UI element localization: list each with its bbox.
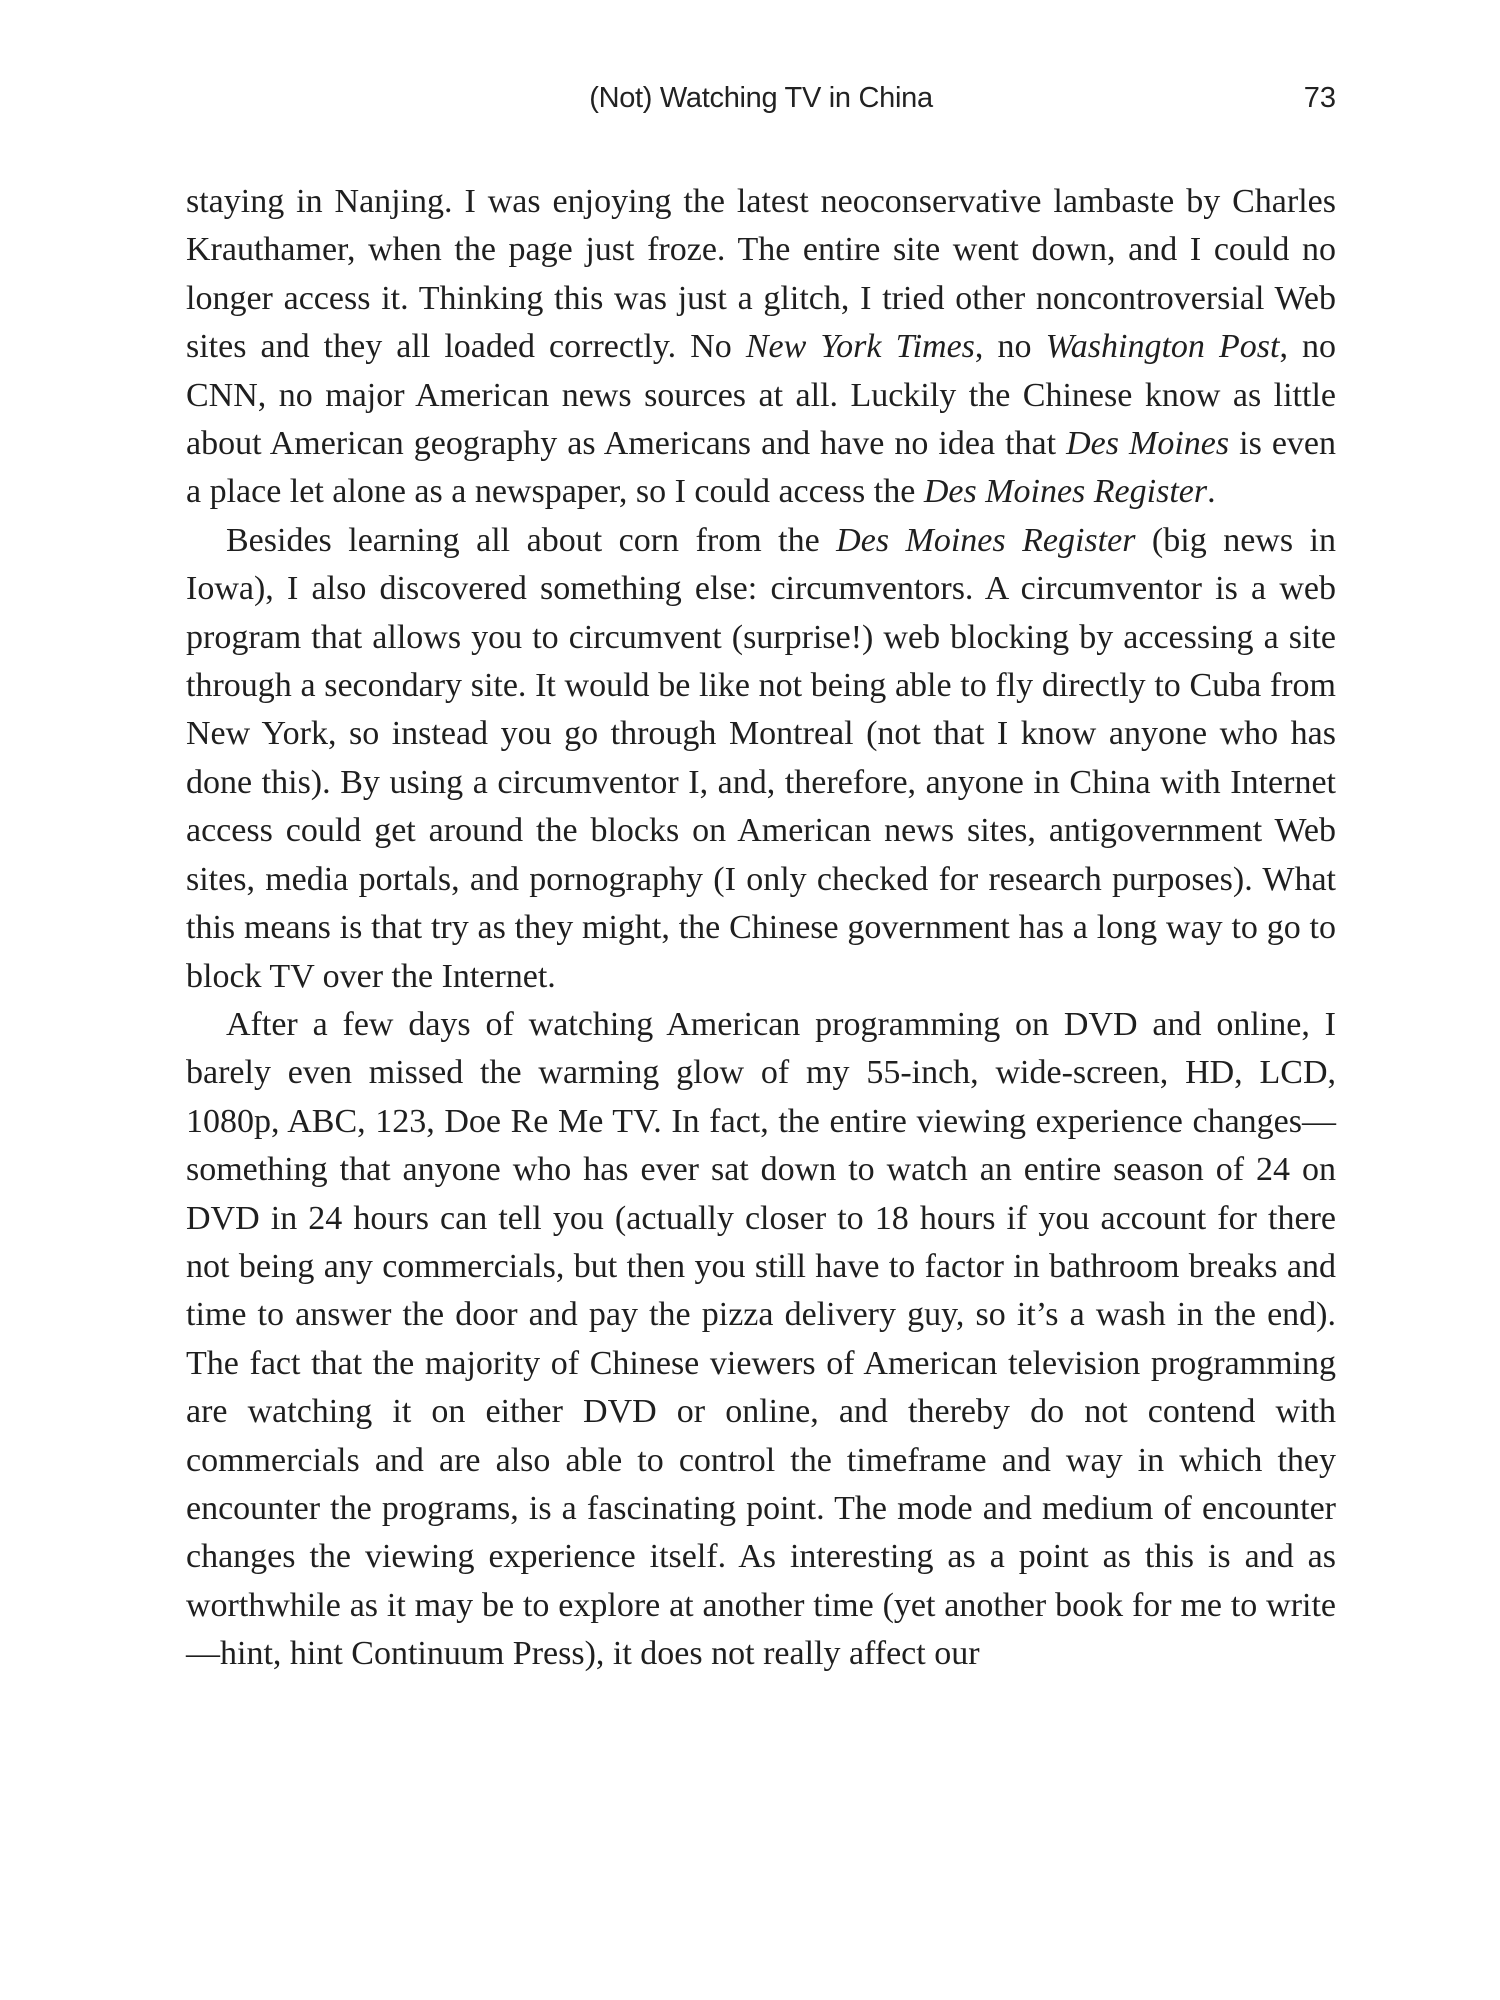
page-number: 73 bbox=[1303, 82, 1336, 114]
paragraph-2 bbox=[186, 517, 1336, 1001]
paragraph-text: (big news in Iowa), I also discovered something else: circumventors. A circumventor is a web program that allows you to circumvent (surprise!) web blocking by accessing a site through a secondary site. It would be like not being able to fly directly to Cuba from New York, so instead you go through Montreal (not that I know anyone who has done this). By using a circumventor I, and, therefore, anyone in China with Internet access could get around the blocks on American news sites, antigovernment Web sites, media portals, and pornography (I only checked for research purposes). What this means is that try as they might, the Chinese government has a long way to go to block TV over the Internet. bbox=[186, 521, 1337, 995]
newspaper-title: Washington Post bbox=[1045, 328, 1280, 366]
body-text bbox=[186, 178, 1336, 1679]
paragraph-3 bbox=[186, 1001, 1336, 1679]
newspaper-title: Des Moines Register bbox=[836, 521, 1136, 559]
paragraph-1 bbox=[186, 178, 1336, 517]
newspaper-title: New York Times bbox=[745, 328, 975, 366]
paragraph-text: . bbox=[1207, 473, 1216, 511]
place-name: Des Moines bbox=[1066, 425, 1230, 463]
paragraph-text: , no bbox=[974, 328, 1046, 366]
newspaper-title: Des Moines Register bbox=[923, 473, 1208, 511]
paragraph-text: After a few days of watching American programming on DVD and online, I barely even missed the warming glow of my 55-inch, wide-screen, HD, LCD, 1080p, ABC, 123, Doe Re Me TV. In fact, the entire viewing experience changes—something that anyone who has ever sat down to watch an entire season of 24 on DVD in 24 hours can tell you (actually closer to 18 hours if you account for there not being any commercials, but then you still have to factor in bathroom breaks and time to answer the door and pay the pizza delivery guy, so it’s a wash in the end). The fact that the majority of Chinese viewers of American television programming are watching it on either DVD or online, and thereby do not contend with commercials and are also able to control the timeframe and way in which they encounter the programs, is a fascinating point. The mode and medium of encounter changes the viewing experience itself. As interesting as a point as this is and as worthwhile as it may be to explore at another time (yet another book for me to write—hint, hint Continuum Press), it does not really affect our bbox=[186, 1005, 1336, 1673]
running-head bbox=[186, 76, 1336, 120]
paragraph-text: , no CNN, no major American news sources at all. Luckily the Chinese know as little about American geography as Americans and have no idea that bbox=[186, 328, 1337, 463]
paragraph-text: Besides learning all about corn from the bbox=[226, 521, 837, 559]
paragraph-text: is even a place let alone as a newspaper, so I could access the bbox=[186, 425, 1337, 511]
running-title: (Not) Watching TV in China bbox=[589, 82, 933, 114]
paragraph-text: staying in Nanjing. I was enjoying the latest neoconservative lambaste by Charles Krauthamer, when the page just froze. The entire site went down, and I could no longer access it. Thinking this was just a glitch, I tried other noncontroversial Web sites and they all loaded correctly. No bbox=[186, 183, 1336, 366]
